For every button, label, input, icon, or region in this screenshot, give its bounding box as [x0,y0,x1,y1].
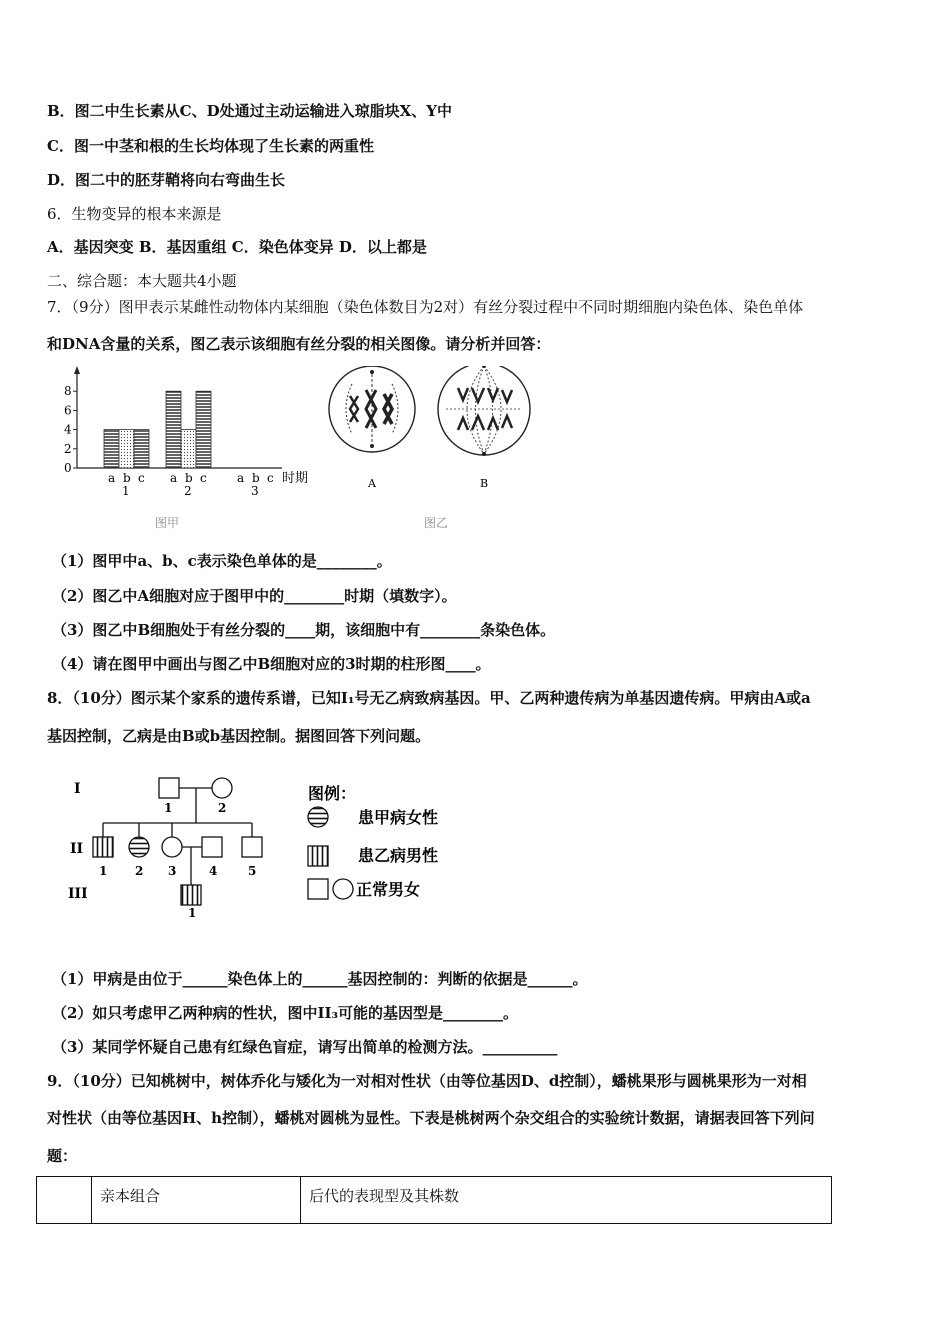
legend-male-b-icon [308,846,328,866]
q5-option-c: C．图一中茎和根的生长均体现了生长素的两重性 [47,137,374,155]
cell-b-label: B [480,477,489,490]
figure-jia-bar-chart [60,364,325,534]
x-tick-labels [108,471,274,498]
y-tick-label: 0 [64,461,72,475]
q7-stem-line2: 和DNA含量的关系，图乙表示该细胞有丝分裂的相关图像。请分析并回答： [47,335,551,353]
q8-sub3: （3）某同学怀疑自己患有红绿色盲症，请写出简单的检测方法。__________ [52,1038,558,1056]
legend-item-1: 患甲病女性 [358,808,439,827]
legend-item-2: 患乙病男性 [358,846,439,865]
q7-sub2: （2）图乙中A细胞对应于图甲中的________时期（填数字）。 [52,587,457,605]
III-1-number: 1 [188,906,197,920]
period-label-3: 3 [251,484,259,498]
table-cell-offspring: 后代的表现型及其株数 [301,1177,832,1224]
q6-stem: 6．生物变异的根本来源是 [47,205,222,223]
y-tick-label: 2 [64,441,72,456]
legend-item-3: 正常男女 [356,880,421,899]
series-letter-label: a [108,471,116,485]
y-axis-arrow [74,366,80,374]
bars [104,391,211,468]
II-4-male [202,837,222,857]
bar-c-period-1 [134,430,149,468]
II-1-affected-male-b [93,837,113,857]
y-tick-label: 8 [64,384,72,399]
II-4-number: 4 [209,864,218,878]
period-label-1: 1 [122,484,130,498]
bar-b-period-2 [181,430,196,468]
I-1-number: 1 [164,801,173,815]
q9-data-table [36,1176,832,1224]
legend-title: 图例： [308,784,357,803]
series-letter-label: a [170,471,178,485]
III-1-affected-male-b [181,885,201,905]
series-letter-label: c [200,471,207,485]
gen-label-2: II [70,841,84,857]
legend-normal-female-icon [333,879,353,899]
q9-stem-line1: 9．（10分）已知桃树中，树体乔化与矮化为一对相对性状（由等位基因D、d控制），蟠桃果形与圆桃果形为一对相 [47,1072,807,1090]
legend-female-a-icon [308,807,328,827]
q7-sub4: （4）请在图甲中画出与图乙中B细胞对应的3时期的柱形图____。 [52,655,491,673]
I-1-male [159,778,179,798]
q5-option-d: D．图二中的胚芽鞘将向右弯曲生长 [47,171,286,189]
II-5-number: 5 [248,864,257,878]
bar-a-period-1 [104,430,119,468]
pedigree-chart [60,766,480,921]
II-3-number: 3 [168,864,177,878]
x-axis-title: 时期 [282,471,309,486]
y-tick-label: 6 [64,403,72,418]
y-tick-label: 4 [64,422,72,437]
cell-b-diagram [438,366,530,456]
series-letter-label: c [267,471,274,485]
bar-b-period-1 [119,430,134,468]
q7-sub3: （3）图乙中B细胞处于有丝分裂的____期，该细胞中有________条染色体。 [52,621,556,639]
series-letter-label: b [252,471,260,485]
legend-normal-male-icon [308,879,328,899]
q5-option-b: B．图二中生长素从C、D处通过主动运输进入琼脂块X、Y中 [47,102,452,120]
series-letter-label: a [237,471,245,485]
section-2-heading: 二、综合题：本大题共4小题 [47,272,237,290]
II-2-affected-female-a [129,837,149,857]
period-label-2: 2 [184,484,192,498]
figure-yi-cells [322,366,542,534]
q9-stem-line3: 题： [47,1147,78,1165]
q8-stem-line1: 8．（10分）图示某个家系的遗传系谱，已知Ⅰ₁号无乙病致病基因。甲、乙两种遗传病为单基因遗传病。甲病由A或a [47,689,811,707]
series-letter-label: b [123,471,131,485]
q7-sub1: （1）图甲中a、b、c表示染色单体的是________。 [52,552,392,570]
II-3-female [162,837,182,857]
I-2-number: 2 [218,801,227,815]
q8-sub1: （1）甲病是由位于______染色体上的______基因控制的：判断的依据是______。 [52,970,588,988]
series-letter-label: b [185,471,193,485]
figure-jia-caption: 图甲 [155,516,180,530]
bar-c-period-2 [196,391,211,468]
q8-stem-line2: 基因控制，乙病是由B或b基因控制。据图回答下列问题。 [47,727,431,745]
q7-stem-line1: 7．（9分）图甲表示某雌性动物体内某细胞（染色体数目为2对）有丝分裂过程中不同时期细胞内染色体、染色单体 [47,298,804,316]
q6-options: A．基因突变 B．基因重组 C．染色体变异 D．以上都是 [47,238,427,256]
figure-yi-caption: 图乙 [424,516,449,530]
II-1-number: 1 [99,864,108,878]
table-cell-index [37,1177,92,1224]
II-5-male [242,837,262,857]
q9-stem-line2: 对性状（由等位基因H、h控制），蟠桃对圆桃为显性。下表是桃树两个杂交组合的实验统计数据，请据表回答下列问 [47,1109,815,1127]
table-cell-parents: 亲本组合 [92,1177,301,1224]
II-2-number: 2 [135,864,144,878]
table-header-row [37,1177,832,1224]
y-ticks [64,384,77,475]
cell-a-label: A [368,477,376,490]
I-2-female [212,778,232,798]
series-letter-label: c [138,471,145,485]
gen-label-3: III [68,886,88,902]
q8-sub2: （2）如只考虑甲乙两种病的性状，图中II₃可能的基因型是________。 [52,1004,519,1022]
cell-a-diagram [329,366,415,452]
bar-a-period-2 [166,391,181,468]
gen-label-1: I [74,781,81,797]
